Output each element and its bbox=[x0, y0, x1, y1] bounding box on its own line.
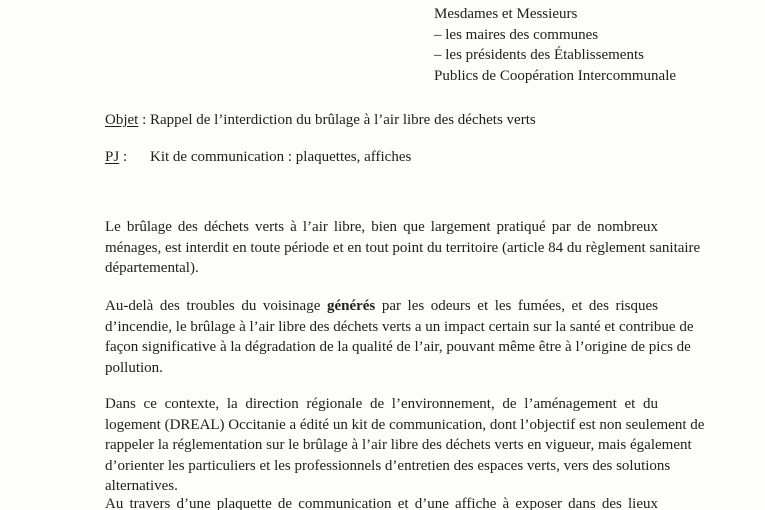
subject-line bbox=[105, 110, 536, 130]
paragraph-line: Dans ce contexte, la direction régionale de l’environnement, de l’aménagement et du bbox=[105, 396, 658, 412]
paragraph-line: façon significative à la dégradation de la qualité de l’air, pouvant même être à l’origine de pics de bbox=[105, 339, 691, 355]
text-run: Au-delà des troubles du voisinage bbox=[105, 298, 327, 314]
subject-separator: : bbox=[138, 112, 150, 128]
attachment-separator: : bbox=[119, 149, 128, 165]
recipient-line: – les maires des communes bbox=[434, 26, 599, 43]
paragraph-3 bbox=[105, 394, 705, 497]
paragraph-line: ménages, est interdit en toute période et en tout point du territoire (article 84 du règlement sanitaire bbox=[105, 239, 701, 256]
paragraph-line: départemental). bbox=[105, 260, 199, 276]
paragraph-line: d’incendie, le brûlage à l’air libre des déchets verts a un impact certain sur la santé et contribue de bbox=[105, 318, 694, 335]
paragraph-line: logement (DREAL) Occitanie a édité un kit de communication, dont l’objectif est non seulement de bbox=[105, 416, 705, 433]
recipient-block bbox=[434, 4, 754, 86]
emphasized-word: générés bbox=[326, 298, 376, 314]
recipient-line: – les présidents des Établissements bbox=[434, 47, 644, 63]
paragraph-2 bbox=[105, 296, 694, 378]
attachment-text: Kit de communication : plaquettes, affiches bbox=[150, 149, 412, 165]
subject-label: Objet bbox=[105, 112, 139, 128]
text-run: par les odeurs et les fumées, et des risques bbox=[375, 298, 658, 314]
paragraph-line: pollution. bbox=[105, 359, 163, 376]
paragraph-line: Au travers d’une plaquette de communication et d’une affiche à exposer dans des lieux bbox=[105, 496, 658, 510]
paragraph-4 bbox=[105, 494, 658, 510]
recipient-line: Publics de Coopération Intercommunale bbox=[434, 67, 677, 84]
paragraph-line: d’orienter les particuliers et les professionnels d’entretien des espaces verts, vers des solutions bbox=[105, 457, 671, 474]
paragraph-line bbox=[105, 296, 658, 317]
subject-text: Rappel de l’interdiction du brûlage à l’air libre des déchets verts bbox=[150, 112, 536, 128]
paragraph-line: alternatives. bbox=[105, 478, 178, 494]
recipient-line: Mesdames et Messieurs bbox=[434, 6, 578, 22]
attachment-label: PJ bbox=[105, 149, 120, 165]
paragraph-1 bbox=[105, 217, 701, 279]
paragraph-line: Le brûlage des déchets verts à l’air libre, bien que largement pratiqué par de nombreux bbox=[105, 219, 658, 235]
attachment-line bbox=[105, 147, 412, 167]
paragraph-line: rappeler la réglementation sur le brûlage à l’air libre des déchets verts en vigueur, mais également bbox=[105, 437, 692, 453]
